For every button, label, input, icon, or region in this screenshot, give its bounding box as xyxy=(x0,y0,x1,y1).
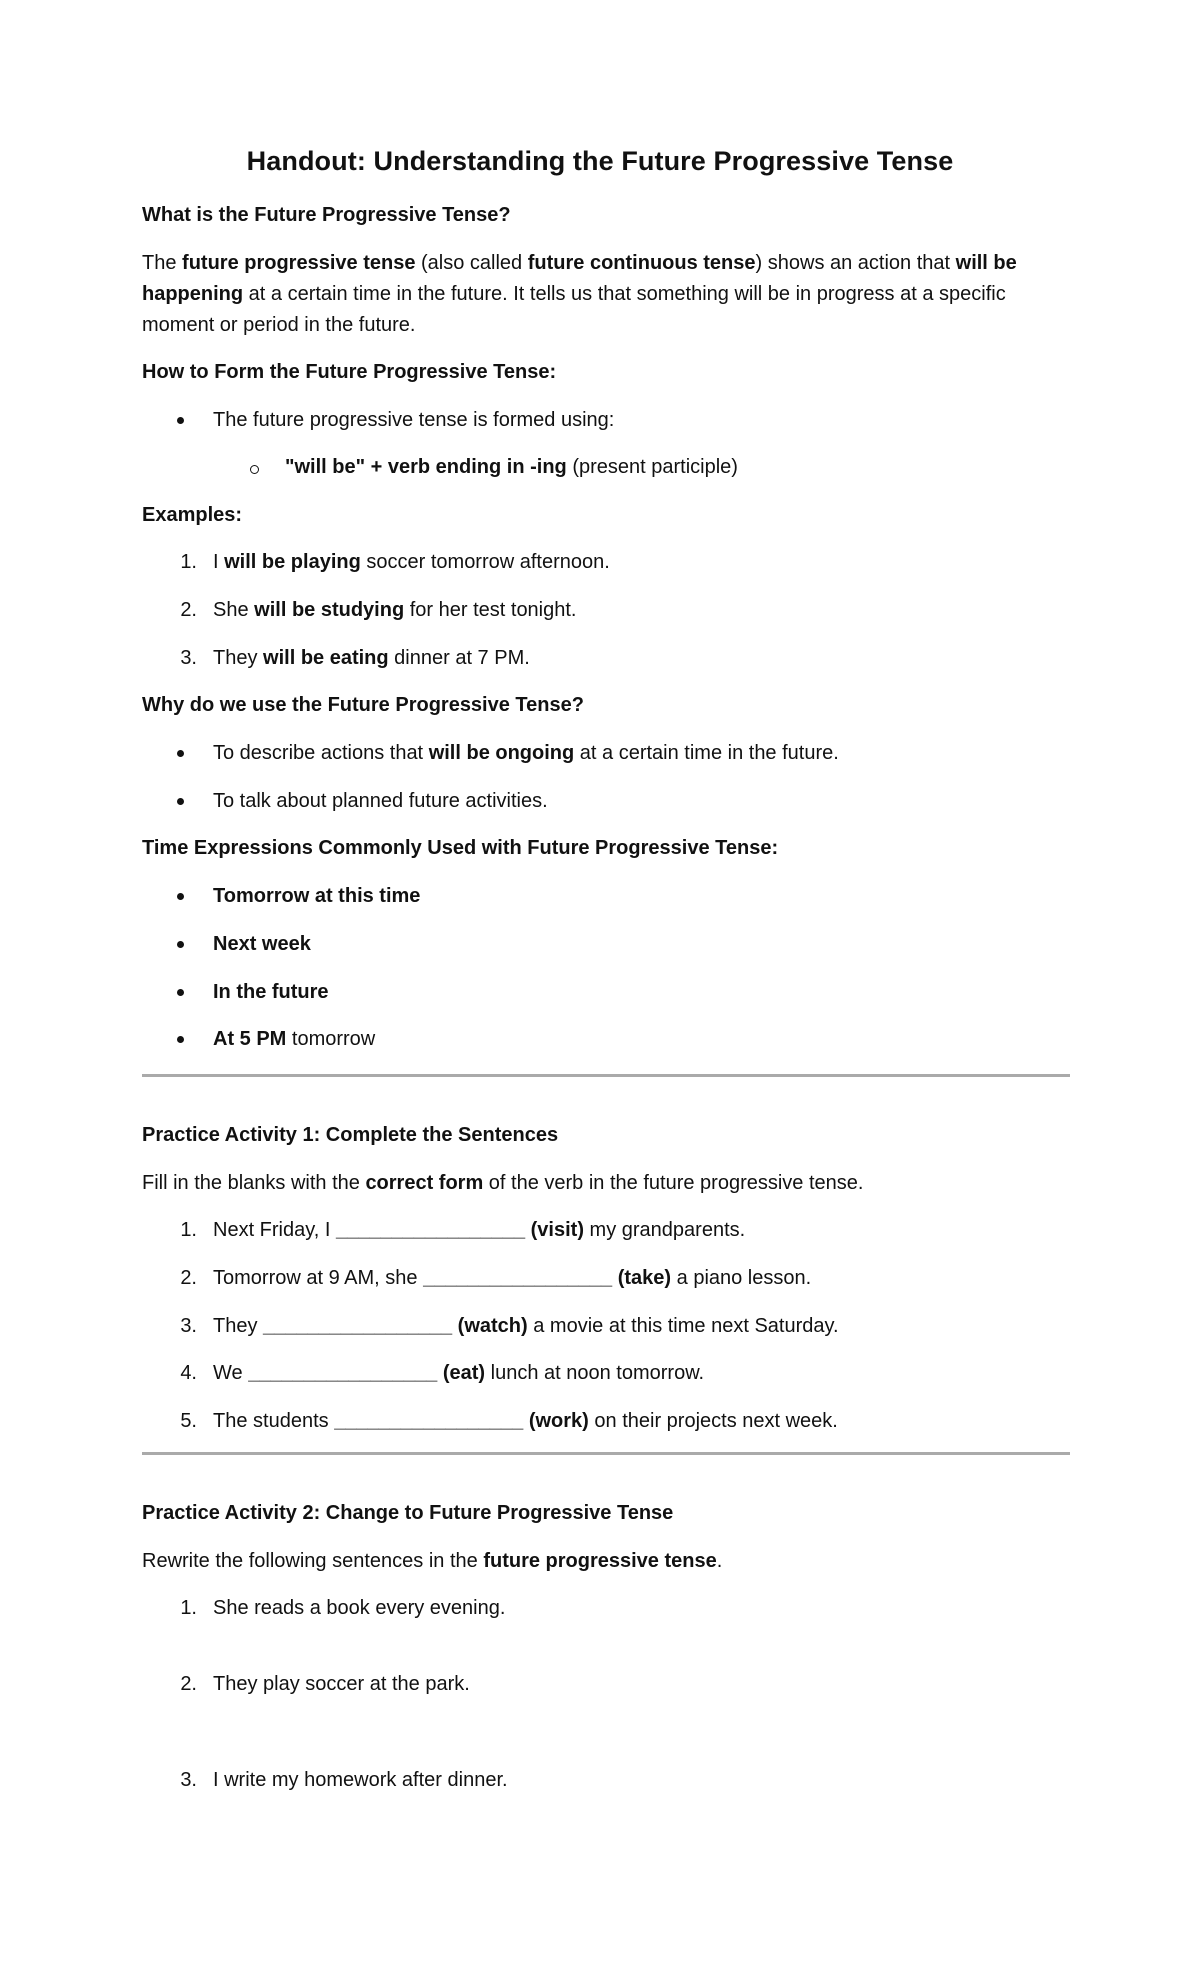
what-paragraph: The future progressive tense (also called future continuous tense) shows an action that will be happening at a certain time in the future. It tells us that something will be in progress at a specific moment or period in the future. xyxy=(142,252,1017,336)
example-item: 3. They will be eating dinner at 7 PM. xyxy=(180,647,530,669)
bullet-icon xyxy=(177,941,184,948)
activity1-item: 1. Next Friday, I _________________ (visit) my grandparents. xyxy=(180,1219,746,1241)
activity1-item: 5. The students _________________ (work) on their projects next week. xyxy=(180,1410,838,1432)
activity1-instructions: Fill in the blanks with the correct form of the verb in the future progressive tense. xyxy=(142,1172,864,1194)
circle-bullet-icon xyxy=(250,465,259,474)
what-heading: What is the Future Progressive Tense? xyxy=(142,204,511,226)
bullet-icon xyxy=(177,1036,184,1043)
time-heading: Time Expressions Commonly Used with Future Progressive Tense: xyxy=(142,837,779,859)
bullet-icon xyxy=(177,417,184,424)
why-heading: Why do we use the Future Progressive Tense? xyxy=(142,694,584,716)
activity2-item: 1. She reads a book every evening. xyxy=(180,1597,506,1619)
page-title: Handout: Understanding the Future Progressive Tense xyxy=(246,146,954,176)
section-divider xyxy=(142,1452,1070,1455)
why-bullet: To describe actions that will be ongoing at a certain time in the future. xyxy=(142,738,1143,769)
example-item: 2. She will be studying for her test tonight. xyxy=(180,599,577,621)
activity2-instructions: Rewrite the following sentences in the future progressive tense. xyxy=(142,1550,723,1572)
activity1-item: 3. They _________________ (watch) a movie at this time next Saturday. xyxy=(180,1315,839,1337)
activity2-heading: Practice Activity 2: Change to Future Progressive Tense xyxy=(142,1502,674,1524)
form-heading: How to Form the Future Progressive Tense: xyxy=(142,361,557,383)
bullet-icon xyxy=(177,893,184,900)
time-item: In the future xyxy=(142,977,1143,1008)
time-item: Next week xyxy=(142,929,1143,960)
bullet-icon xyxy=(177,989,184,996)
example-item: 1. I will be playing soccer tomorrow afternoon. xyxy=(180,551,610,573)
bullet-icon xyxy=(177,750,184,757)
activity1-heading: Practice Activity 1: Complete the Sentences xyxy=(142,1124,559,1146)
time-item: Tomorrow at this time xyxy=(142,881,1143,912)
activity2-item: 3. I write my homework after dinner. xyxy=(180,1769,508,1791)
activity1-item: 2. Tomorrow at 9 AM, she _________________ (take) a piano lesson. xyxy=(180,1267,812,1289)
examples-heading: Examples: xyxy=(142,504,243,526)
bullet-icon xyxy=(177,798,184,805)
activity1-item: 4. We _________________ (eat) lunch at noon tomorrow. xyxy=(180,1362,705,1384)
form-bullet: The future progressive tense is formed using: xyxy=(142,405,1143,436)
form-sub-bullet: "will be" + verb ending in -ing (present participle) xyxy=(142,452,1200,483)
section-divider xyxy=(142,1074,1070,1077)
activity2-item: 2. They play soccer at the park. xyxy=(180,1673,470,1695)
why-bullet: To talk about planned future activities. xyxy=(142,786,1143,817)
time-item: At 5 PM tomorrow xyxy=(142,1024,1143,1055)
